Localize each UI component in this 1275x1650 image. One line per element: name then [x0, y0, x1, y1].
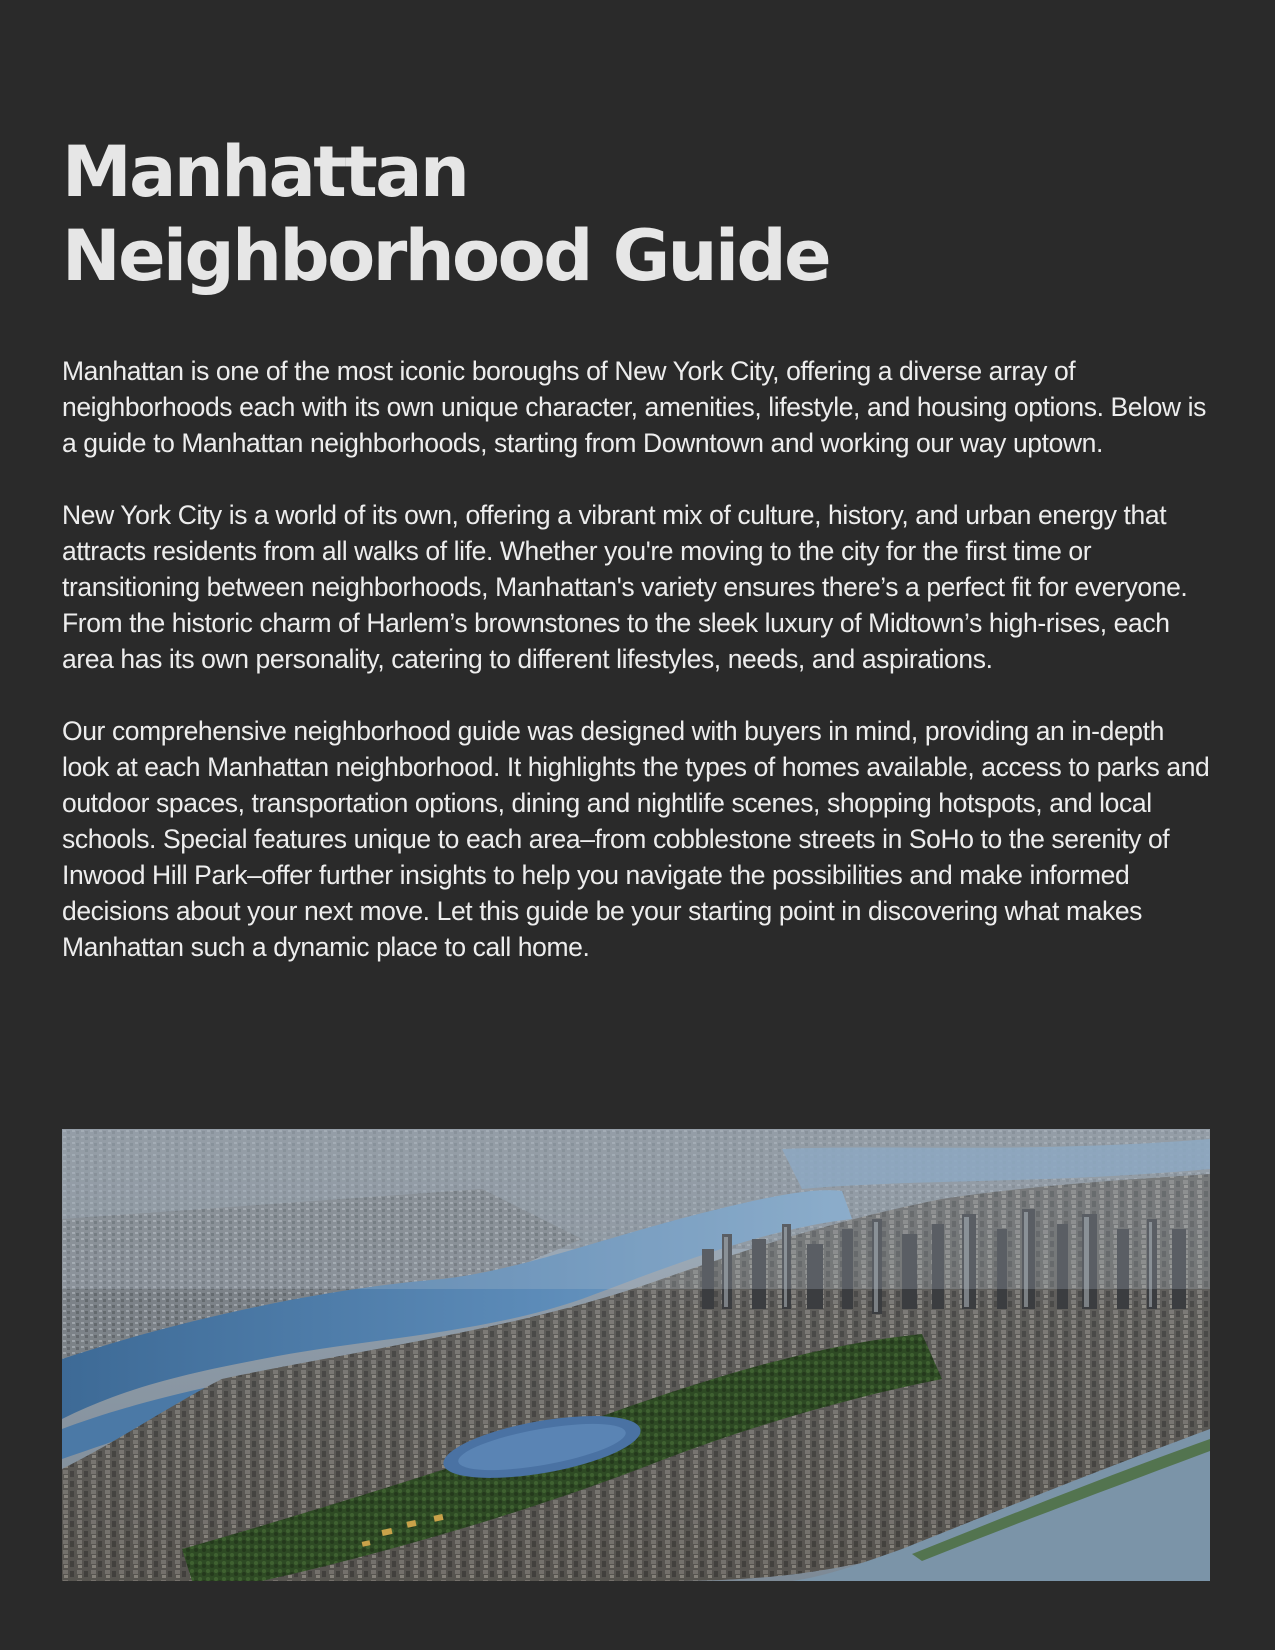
aerial-photo-illustration: [62, 1129, 1210, 1581]
page-title-line-1: Manhattan: [62, 131, 468, 213]
page-title-line-2: Neighborhood Guide: [62, 215, 830, 297]
intro-paragraph-2: New York City is a world of its own, offering a vibrant mix of culture, history, and urban energy that attracts residents from all walks of life. Whether you're moving to the city for the first time or transitioning between neighborhoods, Manhattan's variety ensures there’s a perfect fit for everyone. From the historic charm of Harlem’s brownstones to the sleek luxury of Midtown’s high-rises, each area has its own personality, catering to different lifestyles, needs, and aspirations.: [62, 500, 1188, 674]
page-content: [62, 130, 1210, 1001]
page-title: [62, 130, 1210, 298]
intro-paragraph-3: Our comprehensive neighborhood guide was designed with buyers in mind, providing an in-depth look at each Manhattan neighborhood. It highlights the types of homes available, access to parks and outdoor spaces, transportation options, dining and nightlife scenes, shopping hotspots, and local schools. Special features unique to each area–from cobblestone streets in SoHo to the serenity of Inwood Hill Park–offer further insights to help you navigate the possibilities and make informed decisions about your next move. Let this guide be your starting point in discovering what makes Manhattan such a dynamic place to call home.: [62, 716, 1210, 962]
intro-paragraph-1: Manhattan is one of the most iconic boroughs of New York City, offering a diverse array of neighborhoods each with its own unique character, amenities, lifestyle, and housing options. Below is a guide to Manhattan neighborhoods, starting from Downtown and working our way uptown.: [62, 356, 1206, 458]
intro-text: [62, 353, 1210, 965]
manhattan-aerial-photo: [62, 1129, 1210, 1581]
